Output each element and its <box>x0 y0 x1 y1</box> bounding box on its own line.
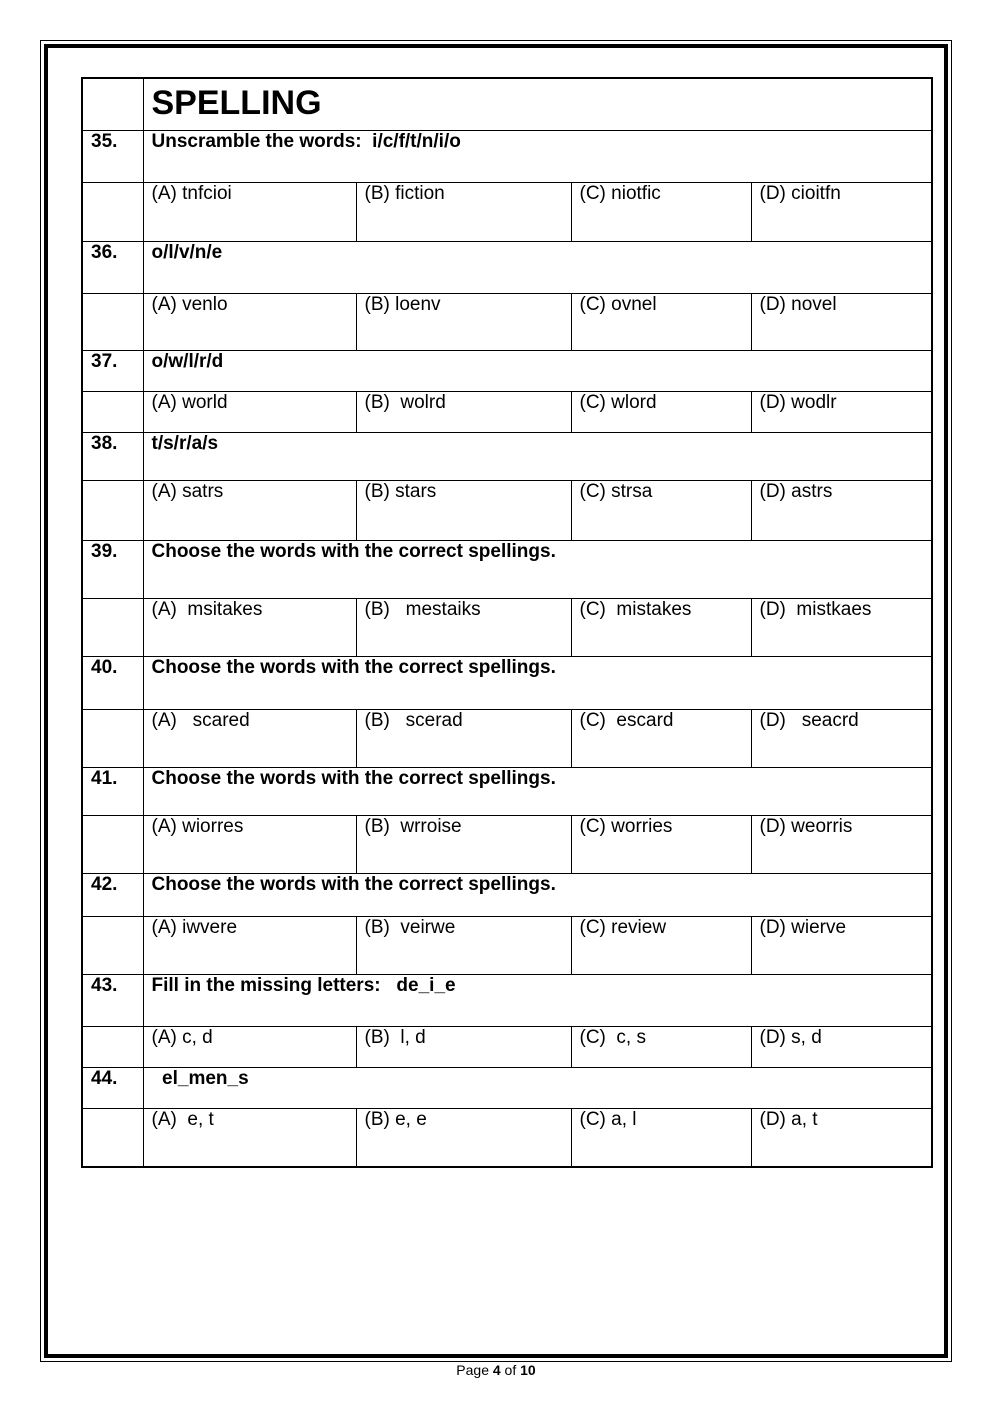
option-a: (A) scared <box>143 709 356 767</box>
question-number: 38. <box>82 432 143 480</box>
option-d: (D) astrs <box>751 480 932 540</box>
option-c: (C) a, l <box>571 1108 751 1167</box>
question-number: 37. <box>82 350 143 391</box>
option-c: (C) escard <box>571 709 751 767</box>
question-text: el_men_s <box>143 1067 932 1108</box>
options-number-cell <box>82 293 143 350</box>
question-number: 35. <box>82 130 143 182</box>
spelling-table <box>81 77 933 1168</box>
footer-total-pages: 10 <box>520 1362 536 1378</box>
option-b: (B) scerad <box>356 709 571 767</box>
options-row <box>82 182 932 241</box>
options-row <box>82 598 932 656</box>
option-d: (D) novel <box>751 293 932 350</box>
option-a: (A) tnfcioi <box>143 182 356 241</box>
question-number: 40. <box>82 656 143 709</box>
option-c: (C) worries <box>571 815 751 873</box>
question-text: Choose the words with the correct spellings. <box>143 873 932 916</box>
option-c: (C) mistakes <box>571 598 751 656</box>
option-b: (B) l, d <box>356 1026 571 1067</box>
question-row <box>82 432 932 480</box>
option-a: (A) wiorres <box>143 815 356 873</box>
question-number: 42. <box>82 873 143 916</box>
options-number-cell <box>82 480 143 540</box>
question-row <box>82 767 932 815</box>
option-d: (D) s, d <box>751 1026 932 1067</box>
question-number: 43. <box>82 974 143 1026</box>
options-row <box>82 916 932 974</box>
question-number: 39. <box>82 540 143 598</box>
option-c: (C) ovnel <box>571 293 751 350</box>
options-number-cell <box>82 709 143 767</box>
page-footer <box>0 1362 992 1378</box>
question-text: t/s/r/a/s <box>143 432 932 480</box>
title-cell <box>143 78 932 130</box>
question-row <box>82 540 932 598</box>
option-d: (D) mistkaes <box>751 598 932 656</box>
option-b: (B) veirwe <box>356 916 571 974</box>
option-a: (A) satrs <box>143 480 356 540</box>
options-row <box>82 709 932 767</box>
footer-of: of <box>500 1362 521 1378</box>
option-a: (A) c, d <box>143 1026 356 1067</box>
question-row <box>82 130 932 182</box>
option-d: (D) a, t <box>751 1108 932 1167</box>
option-d: (D) weorris <box>751 815 932 873</box>
option-a: (A) world <box>143 391 356 432</box>
option-a: (A) msitakes <box>143 598 356 656</box>
options-number-cell <box>82 1026 143 1067</box>
option-a: (A) venlo <box>143 293 356 350</box>
option-b: (B) wolrd <box>356 391 571 432</box>
options-row <box>82 480 932 540</box>
footer-prefix: Page <box>456 1362 493 1378</box>
question-text: Choose the words with the correct spellings. <box>143 767 932 815</box>
question-text: Unscramble the words: i/c/f/t/n/i/o <box>143 130 932 182</box>
question-row <box>82 873 932 916</box>
option-d: (D) cioitfn <box>751 182 932 241</box>
footer-current-page: 4 <box>492 1362 501 1378</box>
option-b: (B) stars <box>356 480 571 540</box>
question-row <box>82 974 932 1026</box>
options-row <box>82 1026 932 1067</box>
question-row <box>82 350 932 391</box>
option-d: (D) seacrd <box>751 709 932 767</box>
question-row <box>82 241 932 293</box>
options-number-cell <box>82 1108 143 1167</box>
question-number: 36. <box>82 241 143 293</box>
question-text: Choose the words with the correct spellings. <box>143 656 932 709</box>
question-number: 44. <box>82 1067 143 1108</box>
question-number: 41. <box>82 767 143 815</box>
options-number-cell <box>82 598 143 656</box>
question-row <box>82 1067 932 1108</box>
question-row <box>82 656 932 709</box>
question-text: Fill in the missing letters: de_i_e <box>143 974 932 1026</box>
question-text: o/l/v/n/e <box>143 241 932 293</box>
option-a: (A) iwvere <box>143 916 356 974</box>
option-d: (D) wodlr <box>751 391 932 432</box>
options-number-cell <box>82 182 143 241</box>
options-row <box>82 391 932 432</box>
option-a: (A) e, t <box>143 1108 356 1167</box>
option-b: (B) fiction <box>356 182 571 241</box>
options-row <box>82 1108 932 1167</box>
options-number-cell <box>82 815 143 873</box>
question-text: o/w/l/r/d <box>143 350 932 391</box>
option-c: (C) wlord <box>571 391 751 432</box>
section-title: SPELLING <box>151 84 322 122</box>
options-row <box>82 293 932 350</box>
option-d: (D) wierve <box>751 916 932 974</box>
option-b: (B) wrroise <box>356 815 571 873</box>
options-row <box>82 815 932 873</box>
question-text: Choose the words with the correct spellings. <box>143 540 932 598</box>
option-b: (B) loenv <box>356 293 571 350</box>
option-b: (B) e, e <box>356 1108 571 1167</box>
option-b: (B) mestaiks <box>356 598 571 656</box>
options-number-cell <box>82 916 143 974</box>
title-number-cell <box>82 78 143 130</box>
option-c: (C) c, s <box>571 1026 751 1067</box>
option-c: (C) strsa <box>571 480 751 540</box>
option-c: (C) review <box>571 916 751 974</box>
option-c: (C) niotfic <box>571 182 751 241</box>
title-row <box>82 78 932 130</box>
options-number-cell <box>82 391 143 432</box>
